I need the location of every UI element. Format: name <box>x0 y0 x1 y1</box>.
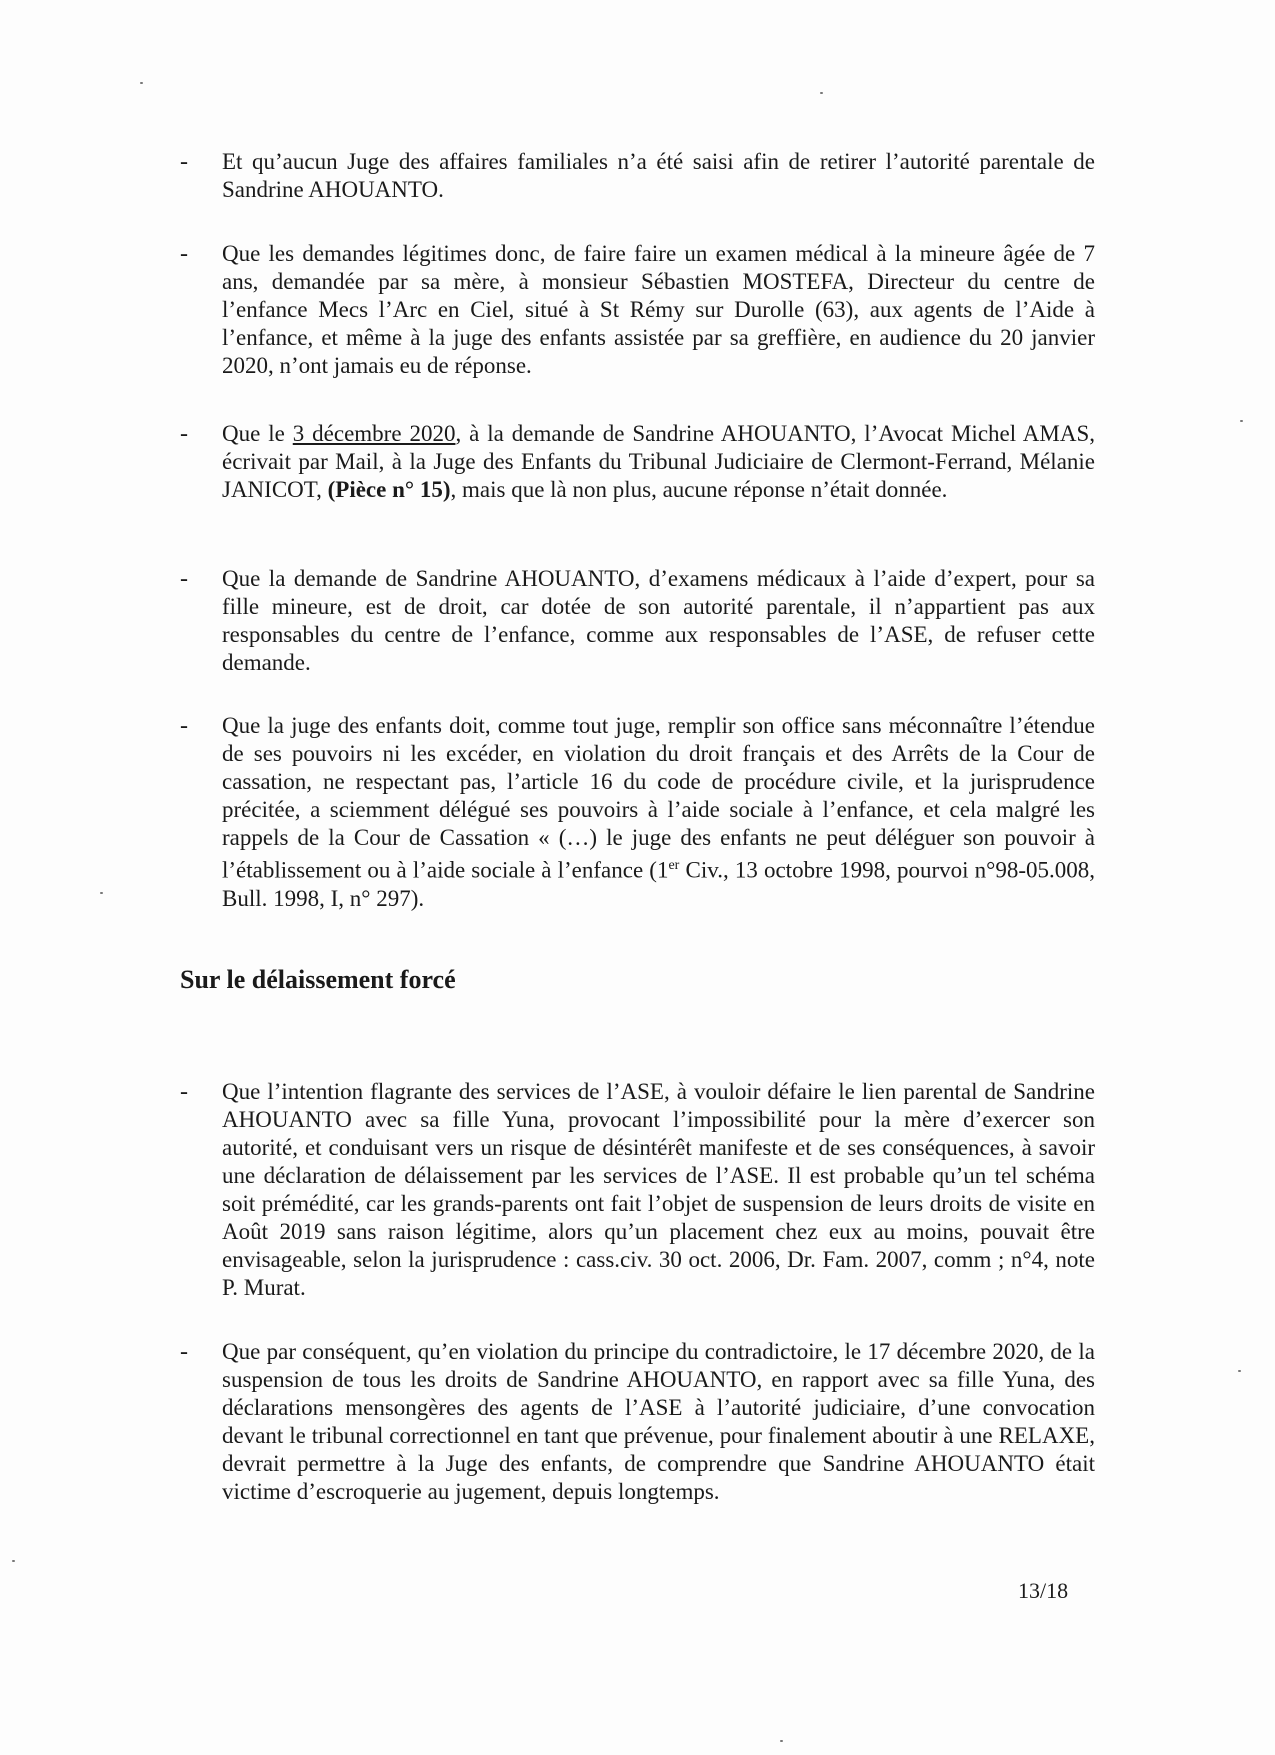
bullet-dash: - <box>180 713 188 739</box>
list-item <box>180 240 1095 380</box>
scan-speck <box>820 92 823 94</box>
text-run: , mais que là non plus, aucune réponse n’était donnée. <box>450 477 948 502</box>
scan-speck <box>1238 1370 1241 1372</box>
scan-speck <box>100 892 103 894</box>
paragraph-text: Que les demandes légitimes donc, de faire faire un examen médical à la mineure âgée de 7 ans, demandée par sa mère, à monsieur Sébastien MOSTEFA, Directeur du centre de l’enfance Mecs l’Arc en Ciel, situé à St Rémy sur Durolle (63), aux agents de l’Aide à l’enfance, et même à la juge des enfants assistée par sa greffière, en audience du 20 janvier 2020, n’ont jamais eu de réponse. <box>222 241 1095 378</box>
paragraph-text: Que par conséquent, qu’en violation du principe du contradictoire, le 17 décembre 2020, de la suspension de tous les droits de Sandrine AHOUANTO, en rapport avec sa fille Yuna, des déclarations mensongères des agents de l’ASE à l’autorité judiciaire, d’une convocation devant le tribunal correctionnel en tant que prévenue, pour finalement aboutir à une RELAXE, devrait permettre à la Juge des enfants, de comprendre que Sandrine AHOUANTO était victime d’escroquerie au jugement, depuis longtemps. <box>222 1339 1095 1504</box>
bullet-dash: - <box>180 421 188 447</box>
list-item <box>180 565 1095 677</box>
bullet-dash: - <box>180 149 188 175</box>
list-item <box>180 1078 1095 1302</box>
section-heading: Sur le délaissement forcé <box>180 965 456 994</box>
text-run: Civ., 13 octobre 1998, pourvoi n°98-05.008, Bull. 1998, I, n° 297). <box>222 857 1095 911</box>
bullet-dash: - <box>180 241 188 267</box>
underlined-date: 3 décembre 2020 <box>292 421 456 446</box>
list-item <box>180 420 1095 504</box>
scan-speck <box>140 82 143 84</box>
paragraph-text <box>222 712 1095 913</box>
page-number: 13/18 <box>1018 1578 1069 1603</box>
text-run: Que le <box>222 421 293 446</box>
piece-reference: (Pièce n° 15) <box>327 477 451 502</box>
text-run: , à la demande de Sandrine AHOUANTO, l’Avocat Michel AMAS, écrivait par Mail, à la Juge des Enfants du Tribunal Judiciaire de Clermont-Ferrand, Mélanie JANICOT, <box>222 421 1095 502</box>
bullet-dash: - <box>180 1339 188 1365</box>
bullet-dash: - <box>180 566 188 592</box>
list-item <box>180 1338 1095 1506</box>
superscript: er <box>668 858 680 873</box>
list-item <box>180 712 1095 913</box>
paragraph-text: Et qu’aucun Juge des affaires familiales n’a été saisi afin de retirer l’autorité parentale de Sandrine AHOUANTO. <box>222 149 1095 202</box>
list-item <box>180 148 1095 204</box>
paragraph-text: Que la demande de Sandrine AHOUANTO, d’examens médicaux à l’aide d’expert, pour sa fille mineure, est de droit, car dotée de son autorité parentale, il n’appartient pas aux responsables du centre de l’enfance, comme aux responsables de l’ASE, de refuser cette demande. <box>222 566 1095 675</box>
scan-speck <box>12 1560 15 1562</box>
text-run: Que la juge des enfants doit, comme tout juge, remplir son office sans méconnaître l’étendue de ses pouvoirs ni les excéder, en violation du droit français et des Arrêts de la Cour de cassation, ne respectant pas, l’article 16 du code de procédure civile, et la jurisprudence précitée, a sciemment délégué ses pouvoirs à l’aide sociale à l’enfance, et cela malgré les rappels de la Cour de Cassation « (…) le juge des enfants ne peut déléguer son pouvoir à l’établissement ou à l’aide sociale à l’enfance (1 <box>222 713 1095 883</box>
paragraph-text: Que l’intention flagrante des services de l’ASE, à vouloir défaire le lien parental de Sandrine AHOUANTO avec sa fille Yuna, provocant l’impossibilité pour la mère d’exercer son autorité, et conduisant vers un risque de désintérêt manifeste et de ses conséquences, à savoir une déclaration de délaissement par les services de l’ASE. Il est probable qu’un tel schéma soit prémédité, car les grands-parents ont fait l’objet de suspension de leurs droits de visite en Août 2019 sans raison légitime, alors qu’un placement chez eux au moins, pouvait être envisageable, selon la jurisprudence : cass.civ. 30 oct. 2006, Dr. Fam. 2007, comm ; n°4, note P. Murat. <box>222 1079 1095 1300</box>
paragraph-text <box>222 420 1095 504</box>
bullet-dash: - <box>180 1079 188 1105</box>
scan-speck <box>780 1740 783 1742</box>
scan-speck <box>1240 420 1243 422</box>
